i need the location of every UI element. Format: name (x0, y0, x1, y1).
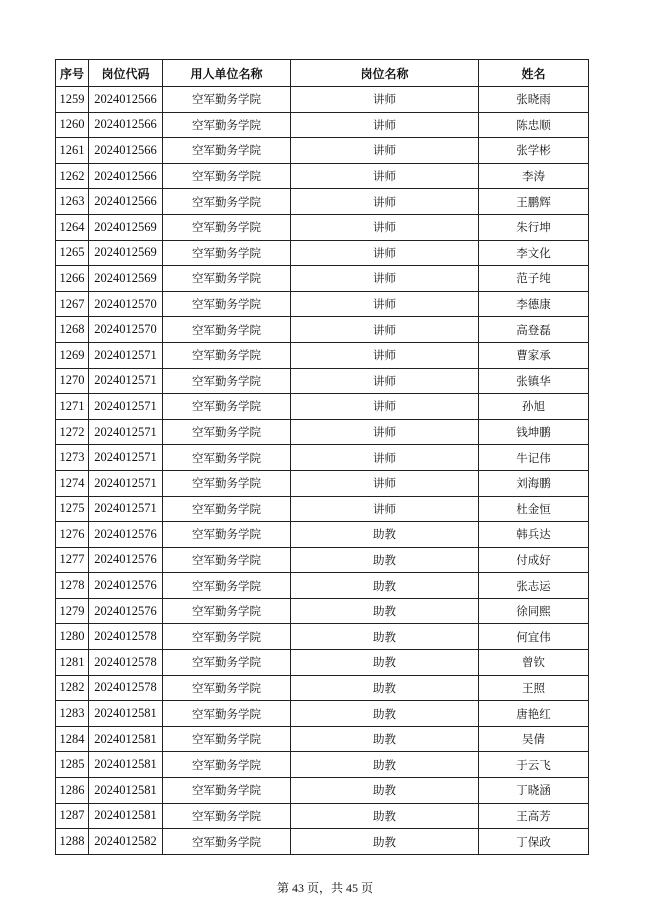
cell-seq: 1277 (56, 547, 89, 573)
cell-name: 徐同熙 (479, 598, 589, 624)
cell-name: 丁保政 (479, 829, 589, 855)
cell-unit: 空军勤务学院 (163, 342, 291, 368)
cell-position: 讲师 (291, 291, 479, 317)
cell-seq: 1266 (56, 266, 89, 292)
cell-seq: 1270 (56, 368, 89, 394)
header-code: 岗位代码 (89, 60, 163, 87)
cell-code: 2024012576 (89, 547, 163, 573)
cell-code: 2024012571 (89, 496, 163, 522)
cell-unit: 空军勤务学院 (163, 778, 291, 804)
cell-seq: 1267 (56, 291, 89, 317)
table-row (56, 726, 589, 752)
cell-position: 助教 (291, 752, 479, 778)
cell-code: 2024012566 (89, 163, 163, 189)
cell-position: 助教 (291, 547, 479, 573)
cell-name: 吴倩 (479, 726, 589, 752)
cell-code: 2024012581 (89, 726, 163, 752)
page-footer: 第 43 页，共 45 页 (276, 881, 373, 895)
cell-seq: 1283 (56, 701, 89, 727)
cell-name: 付成好 (479, 547, 589, 573)
cell-unit: 空军勤务学院 (163, 240, 291, 266)
cell-position: 讲师 (291, 317, 479, 343)
table-row (56, 112, 589, 138)
cell-position: 讲师 (291, 419, 479, 445)
cell-position: 讲师 (291, 470, 479, 496)
cell-position: 讲师 (291, 342, 479, 368)
cell-position: 助教 (291, 522, 479, 548)
cell-unit: 空军勤务学院 (163, 368, 291, 394)
cell-unit: 空军勤务学院 (163, 266, 291, 292)
cell-seq: 1263 (56, 189, 89, 215)
cell-code: 2024012566 (89, 112, 163, 138)
cell-seq: 1288 (56, 829, 89, 855)
cell-position: 助教 (291, 624, 479, 650)
table-row (56, 394, 589, 420)
cell-unit: 空军勤务学院 (163, 726, 291, 752)
cell-seq: 1259 (56, 87, 89, 113)
cell-position: 讲师 (291, 240, 479, 266)
table-row (56, 470, 589, 496)
cell-unit: 空军勤务学院 (163, 752, 291, 778)
cell-seq: 1284 (56, 726, 89, 752)
cell-unit: 空军勤务学院 (163, 650, 291, 676)
cell-code: 2024012571 (89, 368, 163, 394)
cell-seq: 1279 (56, 598, 89, 624)
cell-unit: 空军勤务学院 (163, 598, 291, 624)
table-row (56, 778, 589, 804)
table-header (56, 60, 589, 87)
cell-position: 讲师 (291, 394, 479, 420)
table-row (56, 829, 589, 855)
header-position: 岗位名称 (291, 60, 479, 87)
cell-name: 曾钦 (479, 650, 589, 676)
cell-seq: 1272 (56, 419, 89, 445)
cell-unit: 空军勤务学院 (163, 547, 291, 573)
cell-code: 2024012581 (89, 752, 163, 778)
cell-position: 讲师 (291, 87, 479, 113)
cell-position: 助教 (291, 726, 479, 752)
cell-position: 讲师 (291, 214, 479, 240)
cell-seq: 1282 (56, 675, 89, 701)
table-row (56, 87, 589, 113)
cell-code: 2024012571 (89, 342, 163, 368)
cell-unit: 空军勤务学院 (163, 163, 291, 189)
cell-code: 2024012576 (89, 598, 163, 624)
cell-unit: 空军勤务学院 (163, 87, 291, 113)
table-row (56, 547, 589, 573)
cell-name: 于云飞 (479, 752, 589, 778)
table-row (56, 445, 589, 471)
cell-name: 张志运 (479, 573, 589, 599)
cell-position: 讲师 (291, 138, 479, 164)
cell-name: 李文化 (479, 240, 589, 266)
cell-name: 张镇华 (479, 368, 589, 394)
cell-seq: 1278 (56, 573, 89, 599)
cell-position: 讲师 (291, 266, 479, 292)
cell-position: 助教 (291, 598, 479, 624)
table-row (56, 496, 589, 522)
table-row (56, 368, 589, 394)
cell-name: 张晓雨 (479, 87, 589, 113)
cell-unit: 空军勤务学院 (163, 419, 291, 445)
table-row (56, 624, 589, 650)
cell-unit: 空军勤务学院 (163, 522, 291, 548)
cell-code: 2024012566 (89, 138, 163, 164)
table-row (56, 598, 589, 624)
table-row (56, 522, 589, 548)
cell-position: 助教 (291, 778, 479, 804)
cell-seq: 1287 (56, 803, 89, 829)
cell-code: 2024012569 (89, 266, 163, 292)
cell-seq: 1269 (56, 342, 89, 368)
table-row (56, 701, 589, 727)
cell-code: 2024012578 (89, 624, 163, 650)
cell-code: 2024012576 (89, 522, 163, 548)
cell-position: 助教 (291, 650, 479, 676)
cell-name: 杜金恒 (479, 496, 589, 522)
cell-seq: 1285 (56, 752, 89, 778)
header-name: 姓名 (479, 60, 589, 87)
cell-position: 助教 (291, 803, 479, 829)
cell-unit: 空军勤务学院 (163, 291, 291, 317)
cell-seq: 1275 (56, 496, 89, 522)
cell-name: 高登磊 (479, 317, 589, 343)
cell-seq: 1281 (56, 650, 89, 676)
cell-position: 讲师 (291, 368, 479, 394)
cell-unit: 空军勤务学院 (163, 675, 291, 701)
header-seq: 序号 (56, 60, 89, 87)
table-row (56, 163, 589, 189)
table-body (56, 87, 589, 855)
table-row (56, 752, 589, 778)
cell-seq: 1262 (56, 163, 89, 189)
cell-name: 何宜伟 (479, 624, 589, 650)
cell-unit: 空军勤务学院 (163, 317, 291, 343)
cell-name: 丁晓涵 (479, 778, 589, 804)
cell-unit: 空军勤务学院 (163, 701, 291, 727)
table-row (56, 573, 589, 599)
cell-unit: 空军勤务学院 (163, 189, 291, 215)
cell-seq: 1274 (56, 470, 89, 496)
cell-seq: 1286 (56, 778, 89, 804)
table-row (56, 214, 589, 240)
cell-seq: 1261 (56, 138, 89, 164)
table-row (56, 266, 589, 292)
cell-code: 2024012571 (89, 445, 163, 471)
cell-position: 讲师 (291, 163, 479, 189)
cell-position: 讲师 (291, 496, 479, 522)
cell-name: 牛记伟 (479, 445, 589, 471)
cell-code: 2024012571 (89, 419, 163, 445)
cell-unit: 空军勤务学院 (163, 470, 291, 496)
table-row (56, 189, 589, 215)
cell-code: 2024012570 (89, 291, 163, 317)
cell-code: 2024012566 (89, 87, 163, 113)
cell-position: 助教 (291, 675, 479, 701)
cell-code: 2024012569 (89, 214, 163, 240)
cell-name: 王鹏辉 (479, 189, 589, 215)
cell-name: 韩兵达 (479, 522, 589, 548)
cell-code: 2024012578 (89, 650, 163, 676)
cell-position: 讲师 (291, 112, 479, 138)
cell-code: 2024012569 (89, 240, 163, 266)
cell-unit: 空军勤务学院 (163, 624, 291, 650)
cell-position: 助教 (291, 573, 479, 599)
table-row (56, 803, 589, 829)
cell-name: 张学彬 (479, 138, 589, 164)
cell-name: 李涛 (479, 163, 589, 189)
cell-seq: 1273 (56, 445, 89, 471)
table-row (56, 650, 589, 676)
table-row (56, 342, 589, 368)
cell-code: 2024012576 (89, 573, 163, 599)
cell-name: 范子纯 (479, 266, 589, 292)
cell-seq: 1268 (56, 317, 89, 343)
cell-seq: 1280 (56, 624, 89, 650)
cell-name: 陈忠顺 (479, 112, 589, 138)
cell-name: 唐艳红 (479, 701, 589, 727)
cell-name: 李德康 (479, 291, 589, 317)
cell-unit: 空军勤务学院 (163, 112, 291, 138)
cell-code: 2024012571 (89, 470, 163, 496)
table-row (56, 138, 589, 164)
table-row (56, 675, 589, 701)
cell-position: 讲师 (291, 445, 479, 471)
cell-name: 曹家承 (479, 342, 589, 368)
cell-seq: 1265 (56, 240, 89, 266)
cell-seq: 1264 (56, 214, 89, 240)
table-row (56, 419, 589, 445)
cell-name: 孙旭 (479, 394, 589, 420)
cell-unit: 空军勤务学院 (163, 394, 291, 420)
cell-unit: 空军勤务学院 (163, 496, 291, 522)
cell-code: 2024012581 (89, 803, 163, 829)
table-row (56, 317, 589, 343)
cell-unit: 空军勤务学院 (163, 573, 291, 599)
table-row (56, 291, 589, 317)
cell-code: 2024012582 (89, 829, 163, 855)
cell-code: 2024012571 (89, 394, 163, 420)
cell-position: 助教 (291, 701, 479, 727)
cell-name: 朱行坤 (479, 214, 589, 240)
cell-seq: 1276 (56, 522, 89, 548)
cell-seq: 1271 (56, 394, 89, 420)
cell-code: 2024012570 (89, 317, 163, 343)
cell-code: 2024012578 (89, 675, 163, 701)
cell-name: 钱坤鹏 (479, 419, 589, 445)
cell-unit: 空军勤务学院 (163, 214, 291, 240)
cell-code: 2024012581 (89, 701, 163, 727)
cell-name: 王高芳 (479, 803, 589, 829)
header-row (56, 60, 589, 87)
cell-position: 讲师 (291, 189, 479, 215)
cell-name: 王照 (479, 675, 589, 701)
table-row (56, 240, 589, 266)
cell-code: 2024012566 (89, 189, 163, 215)
cell-unit: 空军勤务学院 (163, 803, 291, 829)
cell-name: 刘海鹏 (479, 470, 589, 496)
header-unit: 用人单位名称 (163, 60, 291, 87)
cell-code: 2024012581 (89, 778, 163, 804)
cell-unit: 空军勤务学院 (163, 138, 291, 164)
cell-seq: 1260 (56, 112, 89, 138)
cell-unit: 空军勤务学院 (163, 829, 291, 855)
roster-table (55, 59, 589, 855)
cell-unit: 空军勤务学院 (163, 445, 291, 471)
cell-position: 助教 (291, 829, 479, 855)
